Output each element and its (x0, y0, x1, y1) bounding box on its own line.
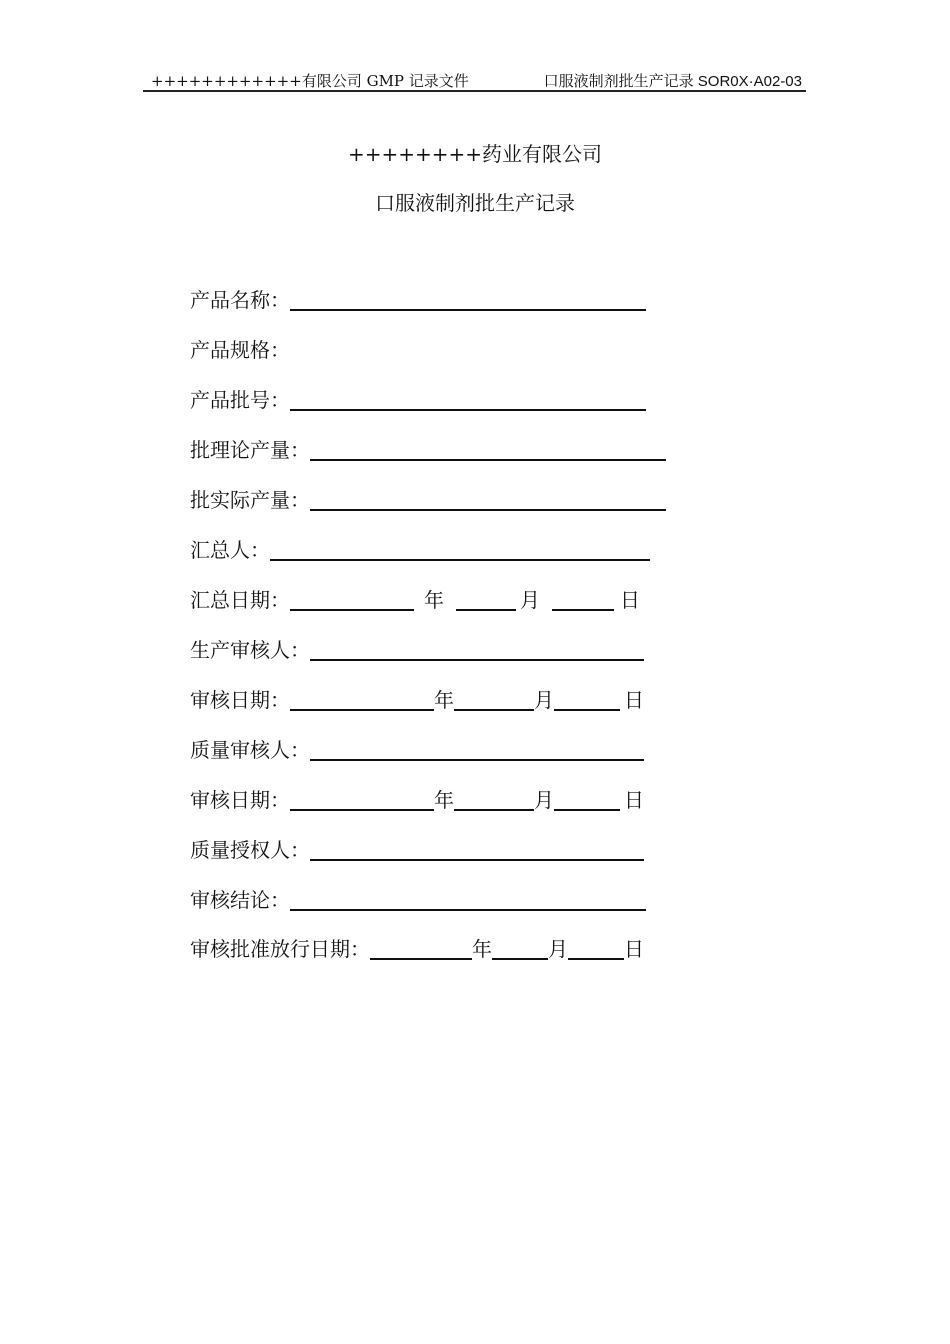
prod-review-month-field[interactable] (454, 687, 534, 711)
year-unit: 年 (434, 788, 454, 812)
summary-date-label: 汇总日期： (190, 588, 290, 612)
batch-no-field[interactable] (290, 387, 646, 411)
qa-review-date-row (190, 785, 644, 813)
year-unit: 年 (434, 688, 454, 712)
prod-review-day-field[interactable] (554, 687, 620, 711)
year-unit: 年 (424, 588, 444, 612)
summary-date-row (190, 585, 640, 613)
qa-review-year-field[interactable] (290, 787, 434, 811)
product-spec-label: 产品规格： (190, 338, 290, 362)
theoretical-yield-label: 批理论产量： (190, 438, 310, 462)
actual-yield-label: 批实际产量： (190, 488, 310, 512)
summarizer-label: 汇总人： (190, 538, 270, 562)
prod-review-date-row (190, 685, 644, 713)
prod-reviewer-label: 生产审核人： (190, 638, 310, 662)
summarizer-row (190, 535, 650, 563)
day-unit: 日 (624, 937, 644, 961)
review-conclusion-field[interactable] (290, 887, 646, 911)
prod-reviewer-field[interactable] (310, 637, 644, 661)
product-spec-row (190, 335, 290, 363)
qa-reviewer-label: 质量审核人： (190, 738, 310, 762)
qa-review-day-field[interactable] (554, 787, 620, 811)
day-unit: 日 (624, 688, 644, 712)
day-unit: 日 (620, 588, 640, 612)
year-unit: 年 (472, 937, 492, 961)
product-name-row (190, 285, 646, 313)
theoretical-yield-field[interactable] (310, 437, 666, 461)
review-conclusion-label: 审核结论： (190, 888, 290, 912)
month-unit: 月 (520, 588, 540, 612)
page-header (143, 68, 806, 92)
qa-review-date-label: 审核日期： (190, 788, 290, 812)
product-name-label: 产品名称： (190, 288, 290, 312)
batch-no-label: 产品批号： (190, 388, 290, 412)
release-year-field[interactable] (370, 936, 472, 960)
summary-month-field[interactable] (456, 587, 516, 611)
summarizer-field[interactable] (270, 537, 650, 561)
prod-review-date-label: 审核日期： (190, 688, 290, 712)
qa-authorizer-field[interactable] (310, 837, 644, 861)
product-name-field[interactable] (290, 287, 646, 311)
qa-authorizer-row (190, 835, 644, 863)
month-unit: 月 (534, 688, 554, 712)
day-unit: 日 (624, 788, 644, 812)
release-day-field[interactable] (568, 936, 624, 960)
actual-yield-field[interactable] (310, 487, 666, 511)
company-title: ++++++++药业有限公司 (347, 142, 603, 166)
theoretical-yield-row (190, 435, 666, 463)
summary-day-field[interactable] (552, 587, 614, 611)
release-date-label: 审核批准放行日期： (190, 937, 370, 961)
header-right-text: 口服液制剂批生产记录 SOR0X·A02-03 (543, 73, 802, 90)
document-title: 口服液制剂批生产记录 (375, 191, 575, 215)
qa-review-month-field[interactable] (454, 787, 534, 811)
prod-reviewer-row (190, 635, 644, 663)
review-conclusion-row (190, 885, 646, 913)
prod-review-year-field[interactable] (290, 687, 434, 711)
month-unit: 月 (548, 937, 568, 961)
qa-reviewer-row (190, 735, 644, 763)
month-unit: 月 (534, 788, 554, 812)
qa-authorizer-label: 质量授权人： (190, 838, 310, 862)
release-month-field[interactable] (492, 936, 548, 960)
qa-reviewer-field[interactable] (310, 737, 644, 761)
header-left-text: ++++++++++++有限公司 GMP 记录文件 (151, 72, 469, 90)
summary-year-field[interactable] (290, 587, 414, 611)
batch-no-row (190, 385, 646, 413)
actual-yield-row (190, 485, 666, 513)
release-date-row (190, 934, 644, 962)
